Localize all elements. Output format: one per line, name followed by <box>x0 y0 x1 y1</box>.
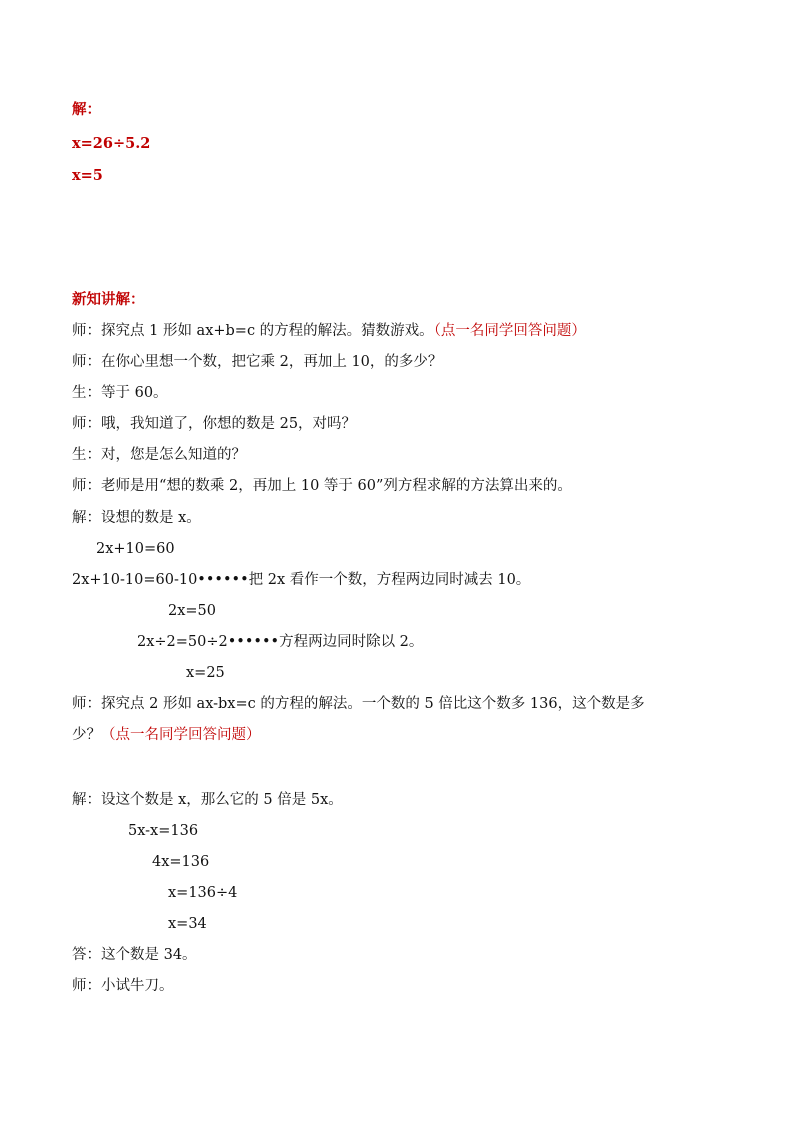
equation-line: 2x=50 <box>168 603 217 619</box>
equation-line: 2x÷2=50÷2••••••方程两边同时除以 2。 <box>137 634 424 650</box>
paragraph-text: 少？ <box>72 727 101 743</box>
paragraph-text: 师：探究点 1 形如 ax+b=c 的方程的解法。猜数游戏。 <box>72 323 434 339</box>
equation-line: x=25 <box>186 665 225 681</box>
equation-line: x=136÷4 <box>168 885 238 901</box>
teacher-note: （点一名同学回答问题） <box>101 727 261 743</box>
equation-line: 5x-x=136 <box>128 823 199 839</box>
section-heading: 新知讲解： <box>72 291 145 308</box>
teacher-note: （点一名同学回答问题） <box>433 323 586 339</box>
equation-line: 4x=136 <box>152 854 210 870</box>
paragraph: 解：设想的数是 x。 <box>72 510 201 526</box>
paragraph: 师：哦，我知道了，你想的数是 25，对吗？ <box>72 416 357 432</box>
solution-step: x=26÷5.2 <box>72 135 151 152</box>
answer-line: 答：这个数是 34。 <box>72 947 197 963</box>
paragraph: 师：在你心里想一个数，把它乘 2，再加上 10，的多少？ <box>72 354 443 370</box>
paragraph: 生：对，您是怎么知道的？ <box>72 447 246 463</box>
paragraph <box>72 321 586 341</box>
paragraph: 师：小试牛刀。 <box>72 978 174 994</box>
equation-line: 2x+10-10=60-10••••••把 2x 看作一个数，方程两边同时减去 10。 <box>72 572 531 588</box>
paragraph: 解：设这个数是 x，那么它的 5 倍是 5x。 <box>72 792 343 808</box>
paragraph: 师：老师是用“想的数乘 2，再加上 10 等于 60”列方程求解的方法算出来的。 <box>72 478 572 494</box>
solution-result: x=5 <box>72 167 103 184</box>
paragraph: 师：探究点 2 形如 ax-bx=c 的方程的解法。一个数的 5 倍比这个数多 136，这个数是多 <box>72 696 645 712</box>
paragraph: 生：等于 60。 <box>72 385 168 401</box>
equation-line: x=34 <box>168 916 207 932</box>
paragraph <box>72 725 261 745</box>
equation-line: 2x+10=60 <box>96 541 175 557</box>
solution-label: 解： <box>72 101 101 118</box>
